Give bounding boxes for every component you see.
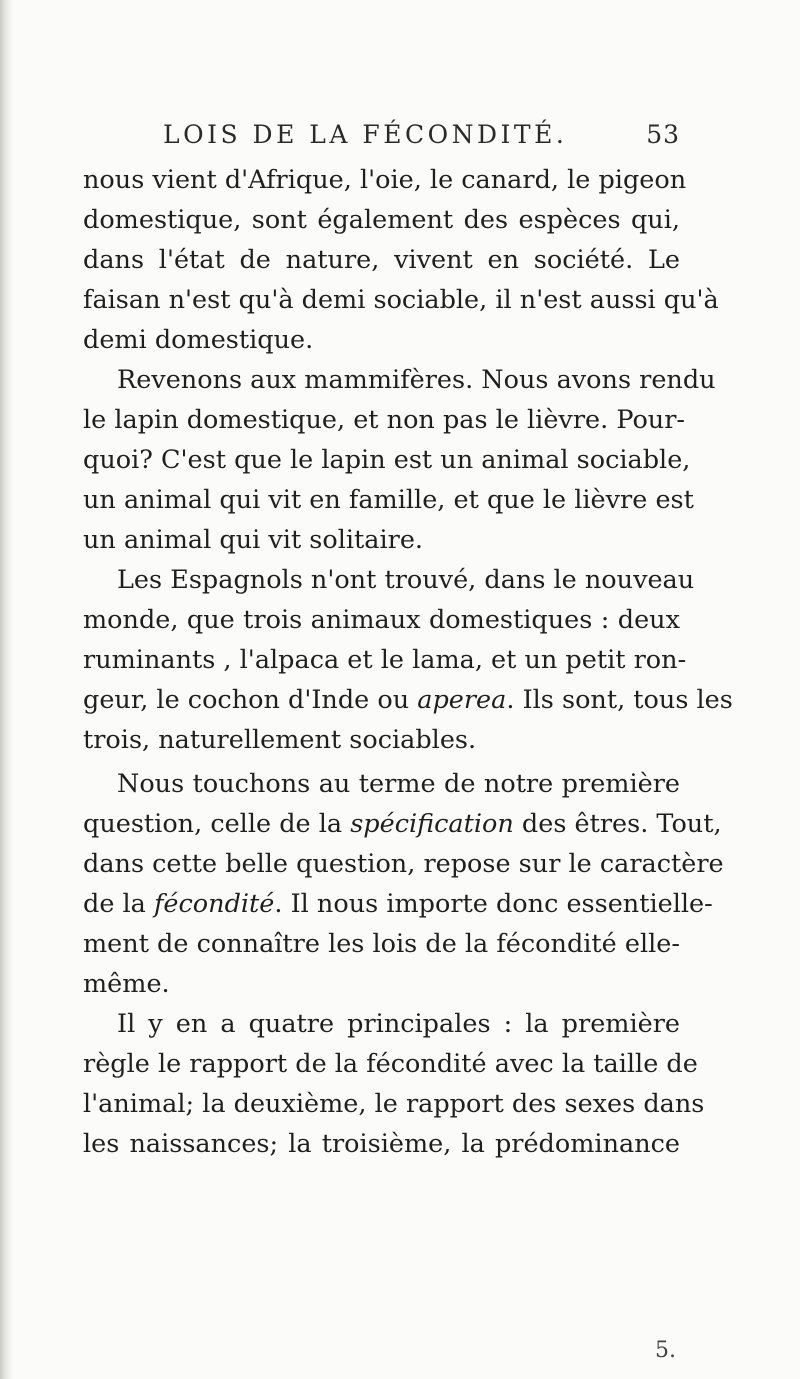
text-line: les naissances; la troisième, la prédominance bbox=[83, 1129, 680, 1159]
page-binding-edge bbox=[0, 0, 14, 1379]
text-line: quoi? C'est que le lapin est un animal sociable, bbox=[83, 445, 691, 475]
signature-mark: 5. bbox=[655, 1338, 676, 1363]
text-line: faisan n'est qu'à demi sociable, il n'est aussi qu'à bbox=[83, 285, 719, 315]
text-line bbox=[83, 680, 733, 720]
page-number: 53 bbox=[646, 120, 680, 149]
running-head bbox=[163, 120, 680, 154]
italic-term: aperea bbox=[417, 685, 507, 715]
text-line: Nous touchons au terme de notre première bbox=[117, 769, 680, 799]
text-segment: . Il nous importe donc essentielle- bbox=[274, 889, 713, 919]
italic-term: fécondité bbox=[153, 889, 275, 919]
text-segment: question, celle de la bbox=[83, 809, 351, 839]
text-line: demi domestique. bbox=[83, 325, 314, 355]
text-segment: de la bbox=[83, 889, 154, 919]
text-line: un animal qui vit en famille, et que le lièvre est bbox=[83, 485, 694, 515]
text-line: domestique, sont également des espèces qui, bbox=[83, 205, 680, 235]
text-line: Revenons aux mammifères. Nous avons rendu bbox=[117, 365, 716, 395]
text-line: ruminants , l'alpaca et le lama, et un petit ron- bbox=[83, 645, 687, 675]
text-line: le lapin domestique, et non pas le lièvre. Pour- bbox=[83, 405, 686, 435]
paragraphs-fecondite bbox=[83, 764, 724, 1164]
text-line: dans l'état de nature, vivent en société. Le bbox=[83, 245, 680, 275]
text-segment: . Ils sont, tous les bbox=[506, 685, 733, 715]
text-segment: des êtres. Tout, bbox=[513, 809, 722, 839]
paragraphs-animals bbox=[83, 160, 733, 760]
text-line: monde, que trois animaux domestiques : deux bbox=[83, 605, 680, 635]
text-line: ment de connaître les lois de la fécondité elle- bbox=[83, 929, 680, 959]
text-line: nous vient d'Afrique, l'oie, le canard, le pigeon bbox=[83, 165, 687, 195]
text-segment: geur, le cochon d'Inde ou bbox=[83, 685, 418, 715]
text-line: l'animal; la deuxième, le rapport des sexes dans bbox=[83, 1089, 705, 1119]
text-line: même. bbox=[83, 969, 170, 999]
text-line: Les Espagnols n'ont trouvé, dans le nouveau bbox=[117, 565, 695, 595]
text-line: trois, naturellement sociables. bbox=[83, 725, 477, 755]
italic-term: spécification bbox=[350, 809, 514, 839]
text-line: dans cette belle question, repose sur le caractère bbox=[83, 849, 724, 879]
text-line: règle le rapport de la fécondité avec la taille de bbox=[83, 1049, 698, 1079]
text-line: un animal qui vit solitaire. bbox=[83, 525, 424, 555]
text-line: Il y en a quatre principales : la première bbox=[117, 1009, 680, 1039]
text-line bbox=[83, 804, 722, 844]
running-title: LOIS DE LA FÉCONDITÉ. bbox=[163, 120, 568, 149]
text-line bbox=[83, 884, 713, 924]
